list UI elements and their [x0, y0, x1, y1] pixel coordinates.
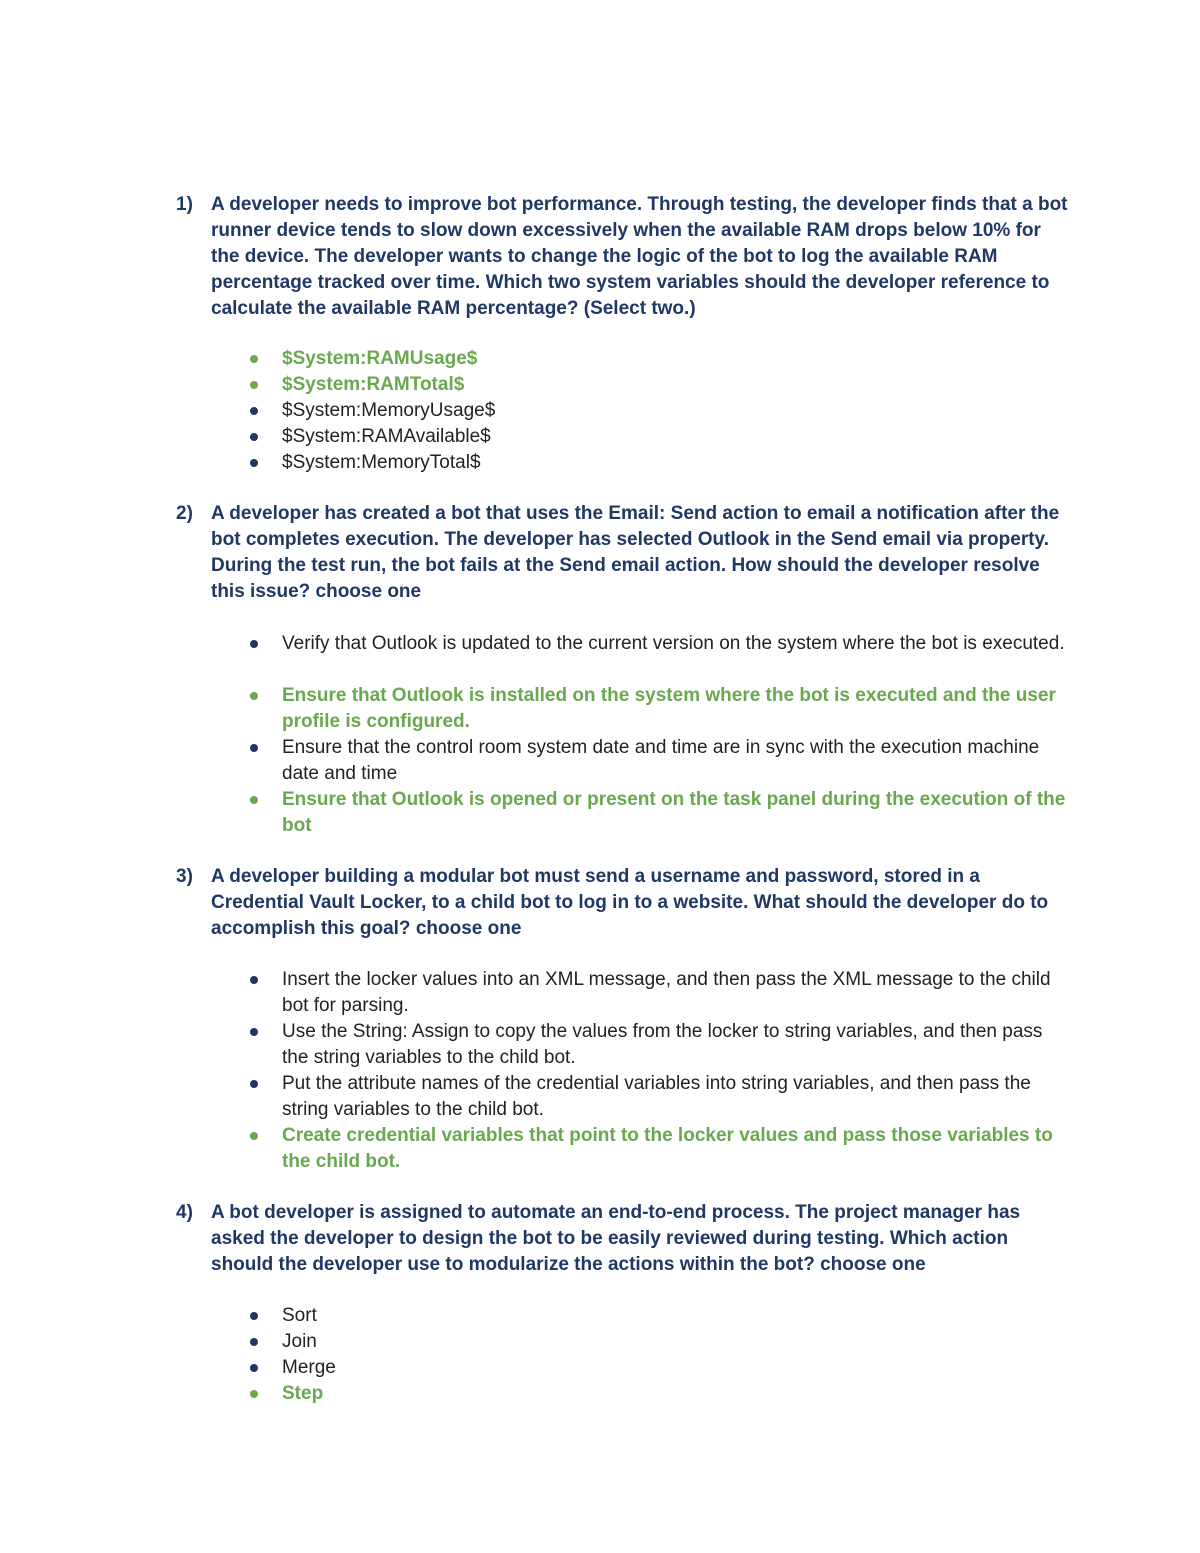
answer-option-text: Ensure that the control room system date and time are in sync with the execution machine date and time	[282, 737, 1040, 784]
answer-option-text: $System:MemoryTotal$	[282, 452, 481, 473]
bullet-icon	[250, 796, 258, 804]
bullet-icon	[250, 1364, 258, 1372]
answer-option-text: $System:RAMUsage$	[282, 348, 478, 369]
bullet-icon	[250, 1028, 258, 1036]
answer-option-text: Join	[282, 1331, 317, 1352]
bullet-icon	[250, 1338, 258, 1346]
bullet-icon	[250, 1080, 258, 1088]
question-number: 1)	[176, 194, 193, 215]
question-text: A bot developer is assigned to automate an end-to-end process. The project manager has asked the developer to design the bot to be easily reviewed during testing. Which action should the developer use to modularize the actions within the bot? choose one	[211, 1202, 1021, 1275]
question-number: 3)	[176, 866, 193, 887]
answer-option-text: Put the attribute names of the credential variables into string variables, and then pass the string variables to the child bot.	[282, 1073, 1031, 1120]
answer-option-text: Verify that Outlook is updated to the current version on the system where the bot is executed.	[282, 633, 1065, 654]
answer-option-text: Step	[282, 1383, 324, 1404]
question-text: A developer needs to improve bot performance. Through testing, the developer finds that a bot runner device tends to slow down excessively when the available RAM drops below 10% for the device. The developer wants to change the logic of the bot to log the available RAM percentage tracked over time. Which two system variables should the developer reference to calculate the available RAM percentage? (Select two.)	[211, 194, 1068, 319]
bullet-icon	[250, 1312, 258, 1320]
answer-option-text: Insert the locker values into an XML message, and then pass the XML message to the child bot for parsing.	[282, 969, 1051, 1016]
bullet-icon	[250, 1132, 258, 1140]
answer-option-text: $System:RAMTotal$	[282, 374, 465, 395]
question-text: A developer building a modular bot must send a username and password, stored in a Credential Vault Locker, to a child bot to log in to a website. What should the developer do to accomplish this goal? choose one	[211, 866, 1049, 939]
bullet-icon	[250, 1390, 258, 1398]
answer-option-text: $System:RAMAvailable$	[282, 426, 491, 447]
answer-option-text: Sort	[282, 1305, 317, 1326]
bullet-icon	[250, 640, 258, 648]
bullet-icon	[250, 381, 258, 389]
bullet-icon	[250, 433, 258, 441]
question-number: 4)	[176, 1202, 193, 1223]
answer-option-text: Ensure that Outlook is opened or present on the task panel during the execution of the bot	[282, 789, 1066, 836]
question-number: 2)	[176, 503, 193, 524]
answer-option-text: Ensure that Outlook is installed on the system where the bot is executed and the user profile is configured.	[282, 685, 1056, 732]
bullet-icon	[250, 744, 258, 752]
bullet-icon	[250, 355, 258, 363]
bullet-icon	[250, 692, 258, 700]
bullet-icon	[250, 407, 258, 415]
bullet-icon	[250, 976, 258, 984]
answer-option-text: $System:MemoryUsage$	[282, 400, 496, 421]
question-text: A developer has created a bot that uses the Email: Send action to email a notification after the bot completes execution. The developer has selected Outlook in the Send email via property. During the test run, the bot fails at the Send email action. How should the developer resolve this issue? choose one	[211, 503, 1060, 602]
answer-option-text: Create credential variables that point to the locker values and pass those variables to the child bot.	[282, 1125, 1053, 1172]
answer-option-text: Use the String: Assign to copy the values from the locker to string variables, and then pass the string variables to the child bot.	[282, 1021, 1043, 1068]
answer-option-text: Merge	[282, 1357, 336, 1378]
bullet-icon	[250, 459, 258, 467]
